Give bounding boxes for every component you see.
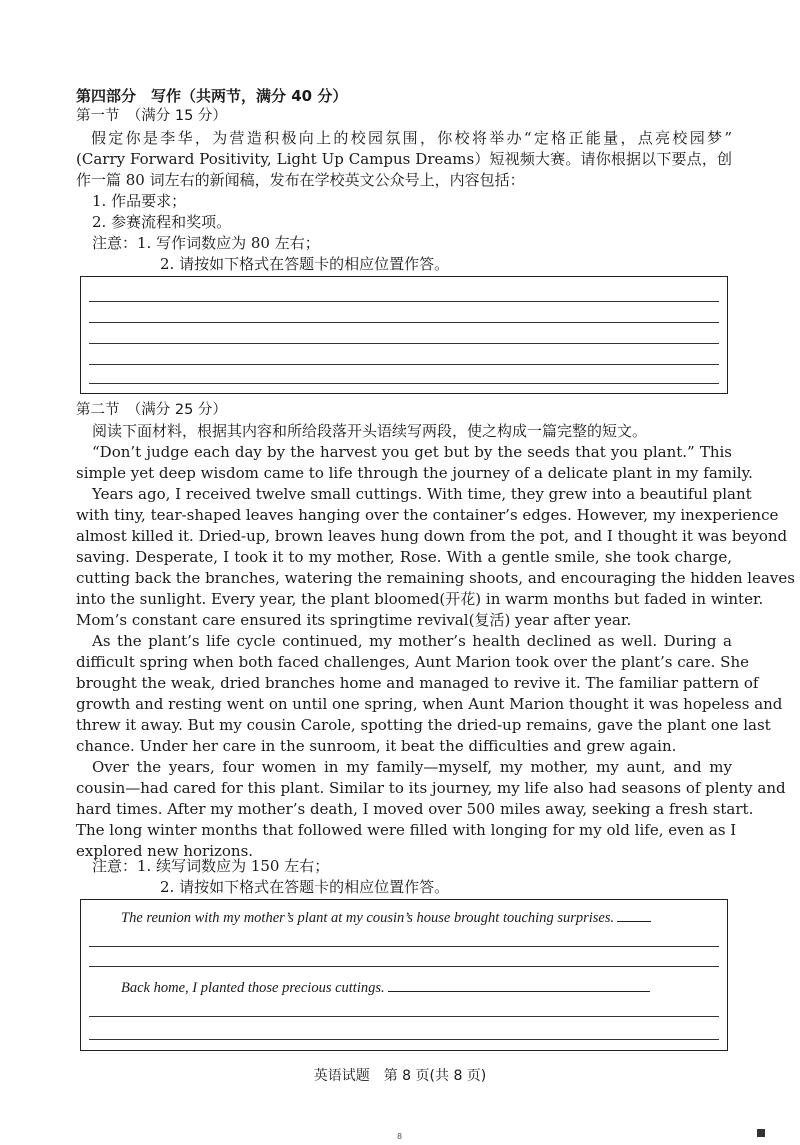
section1-note-2: 2. 请按如下格式在答题卡的相应位置作答。 — [160, 255, 450, 273]
passage-line: Years ago, I received twelve small cuttings. With time, they grew into a beautiful plant — [92, 485, 752, 503]
page-mark: 8 — [397, 1132, 403, 1141]
paragraph-starter-2-text: Back home, I planted those precious cuttings. — [121, 980, 385, 996]
section1-title: 第一节 （满分 15 分） — [76, 108, 227, 124]
answer-line — [89, 343, 719, 344]
section1-prompt-line-3: 作一篇 80 词左右的新闻稿，发布在学校英文公众号上，内容包括： — [76, 171, 525, 189]
section1-prompt-line-1: 假定你是李华，为营造积极向上的校园氛围，你校将举办“定格正能量，点亮校园梦” — [91, 129, 732, 147]
starter-blank — [388, 978, 650, 992]
section1-answer-box[interactable] — [80, 276, 728, 394]
qr-code-icon — [754, 1126, 768, 1140]
answer-line — [89, 301, 719, 302]
passage-line: hard times. After my mother’s death, I moved over 500 miles away, seeking a fresh start. — [76, 800, 754, 818]
paragraph-starter-2 — [121, 978, 650, 997]
passage-line: saving. Desperate, I took it to my mother, Rose. With a gentle smile, she took charge, — [76, 548, 732, 566]
passage-line: cousin—had cared for this plant. Similar to its journey, my life also had seasons of plenty and — [76, 779, 786, 797]
passage-line: Over the years, four women in my family—myself, my mother, my aunt, and my — [92, 758, 732, 776]
answer-line — [89, 946, 719, 947]
section2-answer-box[interactable] — [80, 899, 728, 1051]
starter-blank — [617, 908, 651, 922]
passage-line: chance. Under her care in the sunroom, it beat the difficulties and grew again. — [76, 737, 677, 755]
section1-point-1: 1. 作品要求； — [92, 192, 187, 210]
answer-line — [89, 322, 719, 323]
paragraph-starter-1 — [121, 908, 651, 927]
passage-line: Mom’s constant care ensured its springtime revival(复活) year after year. — [76, 611, 632, 629]
section1-point-2: 2. 参赛流程和奖项。 — [92, 213, 232, 231]
passage-line: difficult spring when both faced challenges, Aunt Marion took over the plant’s care. She — [76, 653, 749, 671]
part-heading: 第四部分 写作（共两节，满分 40 分） — [76, 87, 348, 105]
passage-line: explored new horizons. — [76, 842, 254, 860]
passage-line: The long winter months that followed were filled with longing for my old life, even as I — [76, 821, 737, 839]
answer-line — [89, 1016, 719, 1017]
section2-instruction: 阅读下面材料，根据其内容和所给段落开头语续写两段，使之构成一篇完整的短文。 — [92, 422, 648, 440]
section2-note-1: 注意：1. 续写词数应为 150 左右； — [92, 857, 330, 875]
passage-line: into the sunlight. Every year, the plant bloomed(开花) in warm months but faded in winter. — [76, 590, 764, 608]
section1-prompt-line-2: (Carry Forward Positivity, Light Up Campus Dreams）短视频大赛。请你根据以下要点，创 — [76, 150, 732, 168]
answer-line — [89, 966, 719, 967]
paragraph-starter-1-text: The reunion with my mother’s plant at my cousin’s house brought touching surprises. — [121, 910, 615, 926]
answer-line — [89, 1039, 719, 1040]
passage-line: simple yet deep wisdom came to life through the journey of a delicate plant in my family. — [76, 464, 753, 482]
passage-line: almost killed it. Dried-up, brown leaves hung down from the pot, and I thought it was beyond — [76, 527, 788, 545]
page-footer: 英语试题 第 8 页(共 8 页) — [313, 1068, 487, 1084]
passage-line: brought the weak, dried branches home and managed to revive it. The familiar pattern of — [76, 674, 759, 692]
passage-line: growth and resting went on until one spring, when Aunt Marion thought it was hopeless and — [76, 695, 783, 713]
section1-note-1: 注意：1. 写作词数应为 80 左右； — [92, 234, 320, 252]
passage-line: As the plant’s life cycle continued, my mother’s health declined as well. During a — [92, 632, 732, 650]
section2-note-2: 2. 请按如下格式在答题卡的相应位置作答。 — [160, 878, 450, 896]
passage-line: with tiny, tear-shaped leaves hanging over the container’s edges. However, my inexperience — [76, 506, 779, 524]
passage-line: cutting back the branches, watering the remaining shoots, and encouraging the hidden leaves — [76, 569, 795, 587]
passage-line: “Don’t judge each day by the harvest you get but by the seeds that you plant.” This — [92, 443, 732, 461]
answer-line — [89, 383, 719, 384]
answer-line — [89, 364, 719, 365]
section2-title: 第二节 （满分 25 分） — [76, 402, 227, 418]
passage-line: threw it away. But my cousin Carole, spotting the dried-up remains, gave the plant one last — [76, 716, 771, 734]
